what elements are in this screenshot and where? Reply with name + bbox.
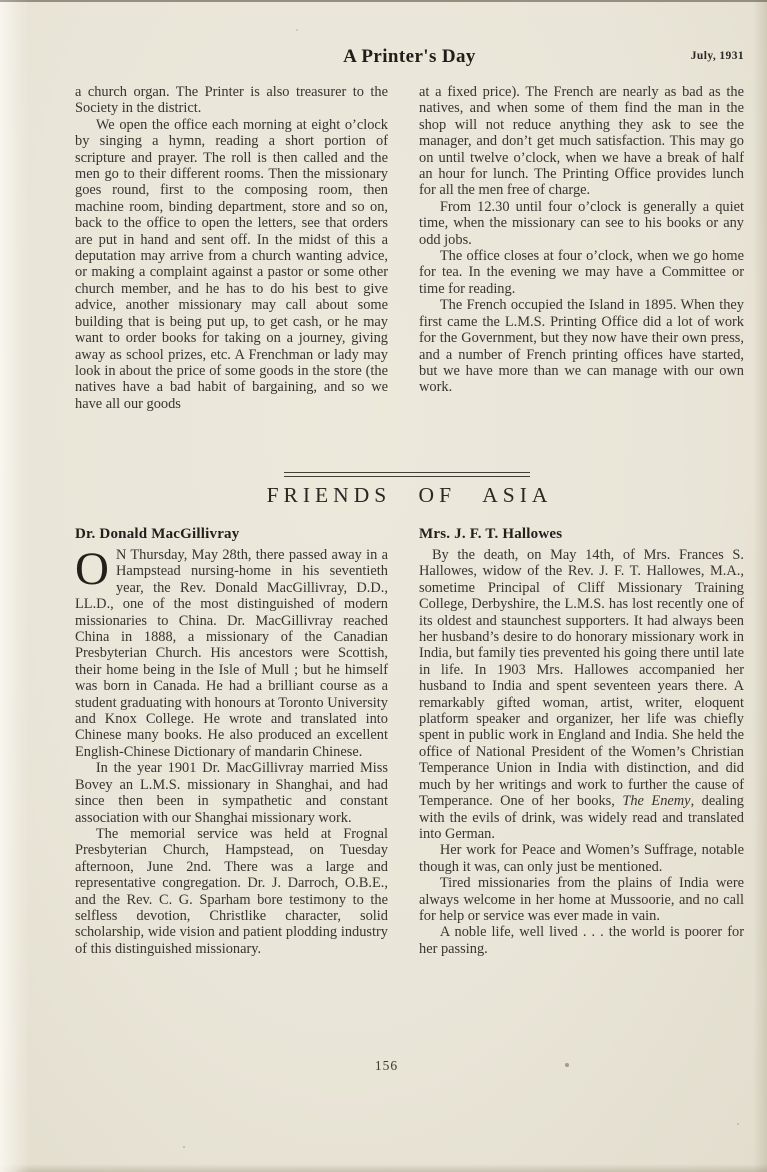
page-number: 156 [374, 1058, 399, 1073]
section-title: FRIENDS OF ASIA [266, 483, 553, 507]
paragraph-text: , dealing with the evils of drink, was widely read and translated into German. [419, 793, 745, 842]
paper-speck [296, 29, 298, 31]
paragraph-text: By the death, on May 14th, of Mrs. Frances S. Hallowes, widow of the Rev. J. F. T. Hallowes, M.A., sometime Principal of Cliff Missionary Training College, Derbyshire, the L.M.S. has lost recently one of its oldest and staunchest supporters. It had always been her husband’s desire to do honorary missionary work in India, but family ties prevented his going there until late in life. In 1903 Mrs. Hallowes accompanied her husband to India and spent seventeen years there. A remarkably gifted woman, artist, writer, eloquent platform speaker and organizer, her life was chiefly spent in public work in England and India. She held the office of National President of the Women’s Christian Temperance Union in India with distinction, and did much by her writings and work to further the cause of Temperance. One of her books, [419, 547, 744, 810]
paragraph: at a fixed price). The French are nearly as bad as the natives, and when some of them find the man in the shop will not reduce anything they ask to see the manager, and don’t get much satisfaction. This may go on until twelve o’clock, when we have a break of half an hour for lunch. The Printing Office provides lunch for all the men free of charge. [419, 84, 744, 199]
double-rule-divider [284, 472, 530, 477]
paragraph: Her work for Peace and Women’s Suffrage, notable though it was, can only just be mentioned. [419, 842, 744, 875]
paper-speck [183, 1146, 185, 1148]
obituary-heading-macgillivray: Dr. Donald MacGillivray [75, 526, 240, 542]
obituary-macgillivray [75, 526, 388, 957]
obituary-hallowes [419, 526, 744, 957]
printers-day-column-left [75, 84, 388, 412]
paragraph: From 12.30 until four o’clock is generally a quiet time, when the missionary can see to his books or any odd jobs. [419, 198, 744, 248]
friends-of-asia-section [75, 526, 744, 957]
article-printers-day [75, 84, 744, 412]
paragraph: A noble life, well lived . . . the world is poorer for her passing. [419, 924, 744, 957]
drop-cap-letter: O [75, 543, 109, 595]
paper-speck [737, 1123, 739, 1125]
book-title-italic: The Enemy [622, 793, 691, 810]
page-footer [0, 1057, 767, 1075]
paragraph: Tired missionaries from the plains of India were always welcome in her home at Mussoorie, and no call for help or service was ever made in vain. [419, 875, 744, 924]
paragraph: In the year 1901 Dr. MacGillivray married Miss Bovey an L.M.S. missionary in Shanghai, and had since then been in sympathetic and constant association with our Shanghai missionary work. [75, 760, 388, 826]
paragraph-dropcap [75, 543, 388, 760]
paragraph [419, 547, 744, 842]
paragraph-text: N Thursday, May 28th, there passed away in a Hampstead nursing-home in his seventieth year, the Rev. Donald MacGillivray, D.D., LL.D., one of the most distinguished of modern missionaries to China. Dr. MacGillivray reached China in 1888, a missionary of the Canadian Presbyterian Church. His ancestors were Scottish, their home being in the Isle of Mull ; but he himself was born in Canada. He had a brilliant course as a student graduating with honours at Toronto University and Knox College. He wrote and translated into Chinese many books. He also produced an excellent English-Chinese Dictionary of mandarin Chinese. [75, 547, 388, 760]
page-header [75, 46, 744, 76]
obituary-heading-hallowes: Mrs. J. F. T. Hallowes [419, 526, 563, 542]
section-divider-wrap [0, 472, 767, 477]
paragraph: The French occupied the Island in 1895. When they first came the L.M.S. Printing Office did a lot of work for the Government, but they now have their own press, and a number of French printing offices have started, but we have more than we can manage with our own work. [419, 297, 744, 396]
article-title: A Printer's Day [343, 46, 476, 67]
paper-speck [565, 1063, 569, 1067]
paragraph: a church organ. The Printer is also treasurer to the Society in the district. [75, 84, 388, 117]
printers-day-column-right [419, 84, 744, 412]
paragraph: We open the office each morning at eight o’clock by singing a hymn, reading a short portion of scripture and prayer. The roll is then called and the men go to their different rooms. Then the missionary goes round, first to the composing room, then machine room, binding department, store and so on, back to the office to open the letters, see that orders are put in hand and sent off. In the midst of this a deputation may arrive from a church wanting advice, or making a complaint against a pastor or some other church member, and he has to do his best to give advice, another missionary may call about some building that is being put up, to get cash, or he may want to order books for taking on a journey, giving away as school prizes, etc. A Frenchman or lady may look in about the price of some goods in the store (the natives have a bad habit of bargaining, and so we have all our goods [75, 116, 388, 412]
paragraph: The office closes at four o’clock, when we go home for tea. In the evening we may have a Committee or time for reading. [419, 248, 744, 297]
issue-date: July, 1931 [690, 50, 744, 62]
paragraph: The memorial service was held at Frognal Presbyterian Church, Hampstead, on Tuesday afternoon, June 2nd. There was a large and representative congregation. Dr. J. Darroch, O.B.E., and the Rev. C. G. Sparham bore testimony to the selfless devotion, Christlike character, solid scholarship, wide vision and patient plodding industry of this distinguished missionary. [75, 825, 388, 957]
